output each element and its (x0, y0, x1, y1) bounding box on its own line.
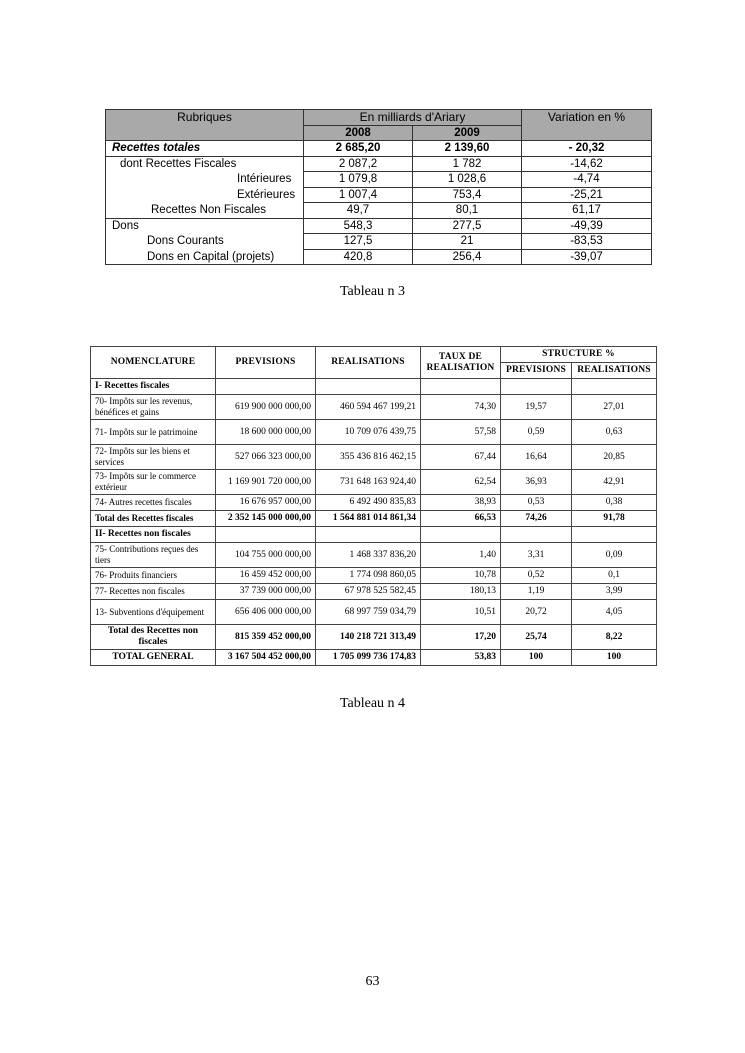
value-2009: 2 139,60 (413, 141, 522, 157)
table-row (91, 543, 657, 568)
row-label: 73- Impôts sur le commerce extérieur (91, 470, 216, 495)
total-taux: 66,53 (421, 511, 501, 527)
value-2008: 49,7 (304, 203, 413, 219)
row-label: 77- Recettes non fiscales (91, 584, 216, 600)
table-row (106, 156, 652, 172)
total-label: Total des Recettes non fiscales (91, 625, 216, 650)
value-2008: 2 087,2 (304, 156, 413, 172)
total-structure-previsions: 25,74 (501, 625, 572, 650)
table-3 (105, 109, 652, 265)
grand-total-previsions: 3 167 504 452 000,00 (216, 650, 316, 666)
value-variation: -14,62 (522, 156, 652, 172)
header-realisations: REALISATIONS (316, 347, 421, 379)
value-structure-realisations: 3,99 (572, 584, 657, 600)
value-previsions: 37 739 000 000,00 (216, 584, 316, 600)
grand-total-realisations: 1 705 099 736 174,83 (316, 650, 421, 666)
row-label: 71- Impôts sur le patrimoine (91, 420, 216, 445)
value-taux: 74,30 (421, 395, 501, 420)
table-4-caption: Tableau n 4 (339, 696, 406, 711)
value-variation: -25,21 (522, 187, 652, 203)
grand-total-label: TOTAL GENERAL (91, 650, 216, 666)
row-label: Dons (106, 218, 304, 234)
value-variation: -83,53 (522, 234, 652, 250)
row-label: Dons en Capital (projets) (106, 249, 304, 265)
value-taux: 57,58 (421, 420, 501, 445)
table-row (91, 584, 657, 600)
value-2008: 420,8 (304, 249, 413, 265)
value-taux: 62,54 (421, 470, 501, 495)
header-rubriques: Rubriques (106, 110, 304, 141)
table-row (91, 420, 657, 445)
total-realisations: 140 218 721 313,49 (316, 625, 421, 650)
row-label: Recettes Non Fiscales (106, 203, 304, 219)
table-row (91, 600, 657, 625)
value-structure-previsions: 3,31 (501, 543, 572, 568)
value-realisations: 67 978 525 582,45 (316, 584, 421, 600)
value-taux: 38,93 (421, 495, 501, 511)
total-row (91, 511, 657, 527)
value-realisations: 68 997 759 034,79 (316, 600, 421, 625)
value-2009: 1 782 (413, 156, 522, 172)
value-2008: 548,3 (304, 218, 413, 234)
value-2009: 753,4 (413, 187, 522, 203)
row-label: Recettes totales (106, 141, 304, 157)
total-taux: 17,20 (421, 625, 501, 650)
grand-total-structure-realisations: 100 (572, 650, 657, 666)
row-label: Intérieures (106, 172, 304, 188)
row-label: dont Recettes Fiscales (106, 156, 304, 172)
value-realisations: 731 648 163 924,40 (316, 470, 421, 495)
total-structure-realisations: 8,22 (572, 625, 657, 650)
value-structure-realisations: 0,1 (572, 568, 657, 584)
table-row (106, 218, 652, 234)
header-milliards: En milliards d'Ariary (304, 110, 522, 126)
value-2008: 1 079,8 (304, 172, 413, 188)
value-taux: 10,78 (421, 568, 501, 584)
value-structure-realisations: 0,63 (572, 420, 657, 445)
value-2008: 1 007,4 (304, 187, 413, 203)
value-variation: -49,39 (522, 218, 652, 234)
total-structure-previsions: 74,26 (501, 511, 572, 527)
value-variation: - 20,32 (522, 141, 652, 157)
value-structure-previsions: 16,64 (501, 445, 572, 470)
value-structure-realisations: 27,01 (572, 395, 657, 420)
value-structure-realisations: 0,38 (572, 495, 657, 511)
value-structure-previsions: 0,59 (501, 420, 572, 445)
total-realisations: 1 564 881 014 861,34 (316, 511, 421, 527)
value-previsions: 16 459 452 000,00 (216, 568, 316, 584)
value-previsions: 656 406 000 000,00 (216, 600, 316, 625)
value-structure-realisations: 42,91 (572, 470, 657, 495)
row-label: 75- Contributions reçues des tiers (91, 543, 216, 568)
value-2009: 256,4 (413, 249, 522, 265)
total-label: Total des Recettes fiscales (91, 511, 216, 527)
value-structure-previsions: 20,72 (501, 600, 572, 625)
value-realisations: 355 436 816 462,15 (316, 445, 421, 470)
value-realisations: 1 774 098 860,05 (316, 568, 421, 584)
value-structure-realisations: 20,85 (572, 445, 657, 470)
table-row (91, 495, 657, 511)
value-structure-realisations: 4,05 (572, 600, 657, 625)
table-4 (90, 346, 657, 666)
section-recettes-non-fiscales: II- Recettes non fiscales (91, 527, 216, 543)
header-structure-realisations: REALISATIONS (572, 363, 657, 379)
grand-total-structure-previsions: 100 (501, 650, 572, 666)
value-2009: 21 (413, 234, 522, 250)
table-row (91, 445, 657, 470)
row-label: 13- Subventions d'équipement (91, 600, 216, 625)
value-structure-previsions: 0,53 (501, 495, 572, 511)
table-row (91, 395, 657, 420)
value-structure-realisations: 0,09 (572, 543, 657, 568)
row-label: 72- Impôts sur les biens et services (91, 445, 216, 470)
table-row (106, 234, 652, 250)
value-structure-previsions: 0,52 (501, 568, 572, 584)
value-previsions: 527 066 323 000,00 (216, 445, 316, 470)
header-2009: 2009 (413, 125, 522, 141)
table-row (106, 187, 652, 203)
header-structure: STRUCTURE % (501, 347, 657, 363)
row-label: Extérieures (106, 187, 304, 203)
value-taux: 1,40 (421, 543, 501, 568)
grand-total-taux: 53,83 (421, 650, 501, 666)
value-realisations: 6 492 490 835,83 (316, 495, 421, 511)
header-structure-previsions: PREVISIONS (501, 363, 572, 379)
total-previsions: 2 352 145 000 000,00 (216, 511, 316, 527)
value-previsions: 619 900 000 000,00 (216, 395, 316, 420)
page-number: 63 (365, 974, 380, 989)
header-nomenclature: NOMENCLATURE (91, 347, 216, 379)
header-taux: TAUX DE REALISATION (421, 347, 501, 379)
value-realisations: 1 468 337 836,20 (316, 543, 421, 568)
row-label: 74- Autres recettes fiscales (91, 495, 216, 511)
value-2009: 277,5 (413, 218, 522, 234)
header-previsions: PREVISIONS (216, 347, 316, 379)
table-row (91, 568, 657, 584)
value-2008: 127,5 (304, 234, 413, 250)
total-previsions: 815 359 452 000,00 (216, 625, 316, 650)
value-taux: 10,51 (421, 600, 501, 625)
value-previsions: 1 169 901 720 000,00 (216, 470, 316, 495)
value-taux: 180,13 (421, 584, 501, 600)
table-row (91, 470, 657, 495)
value-previsions: 18 600 000 000,00 (216, 420, 316, 445)
row-label: Dons Courants (106, 234, 304, 250)
table-row (106, 172, 652, 188)
row-label: 76- Produits financiers (91, 568, 216, 584)
value-2009: 80,1 (413, 203, 522, 219)
table-3-caption: Tableau n 3 (339, 284, 406, 299)
section-recettes-fiscales: I- Recettes fiscales (91, 379, 216, 395)
value-structure-previsions: 19,57 (501, 395, 572, 420)
value-realisations: 10 709 076 439,75 (316, 420, 421, 445)
value-2009: 1 028,6 (413, 172, 522, 188)
total-structure-realisations: 91,78 (572, 511, 657, 527)
value-previsions: 104 755 000 000,00 (216, 543, 316, 568)
value-structure-previsions: 36,93 (501, 470, 572, 495)
value-variation: 61,17 (522, 203, 652, 219)
value-previsions: 16 676 957 000,00 (216, 495, 316, 511)
table-row (106, 203, 652, 219)
row-label: 70- Impôts sur les revenus, bénéfices et gains (91, 395, 216, 420)
table-row (106, 141, 652, 157)
table-row (106, 249, 652, 265)
value-taux: 67,44 (421, 445, 501, 470)
value-variation: -39,07 (522, 249, 652, 265)
grand-total-row (91, 650, 657, 666)
value-realisations: 460 594 467 199,21 (316, 395, 421, 420)
value-structure-previsions: 1,19 (501, 584, 572, 600)
total-row (91, 625, 657, 650)
header-variation: Variation en % (522, 110, 652, 141)
value-variation: -4,74 (522, 172, 652, 188)
header-2008: 2008 (304, 125, 413, 141)
value-2008: 2 685,20 (304, 141, 413, 157)
